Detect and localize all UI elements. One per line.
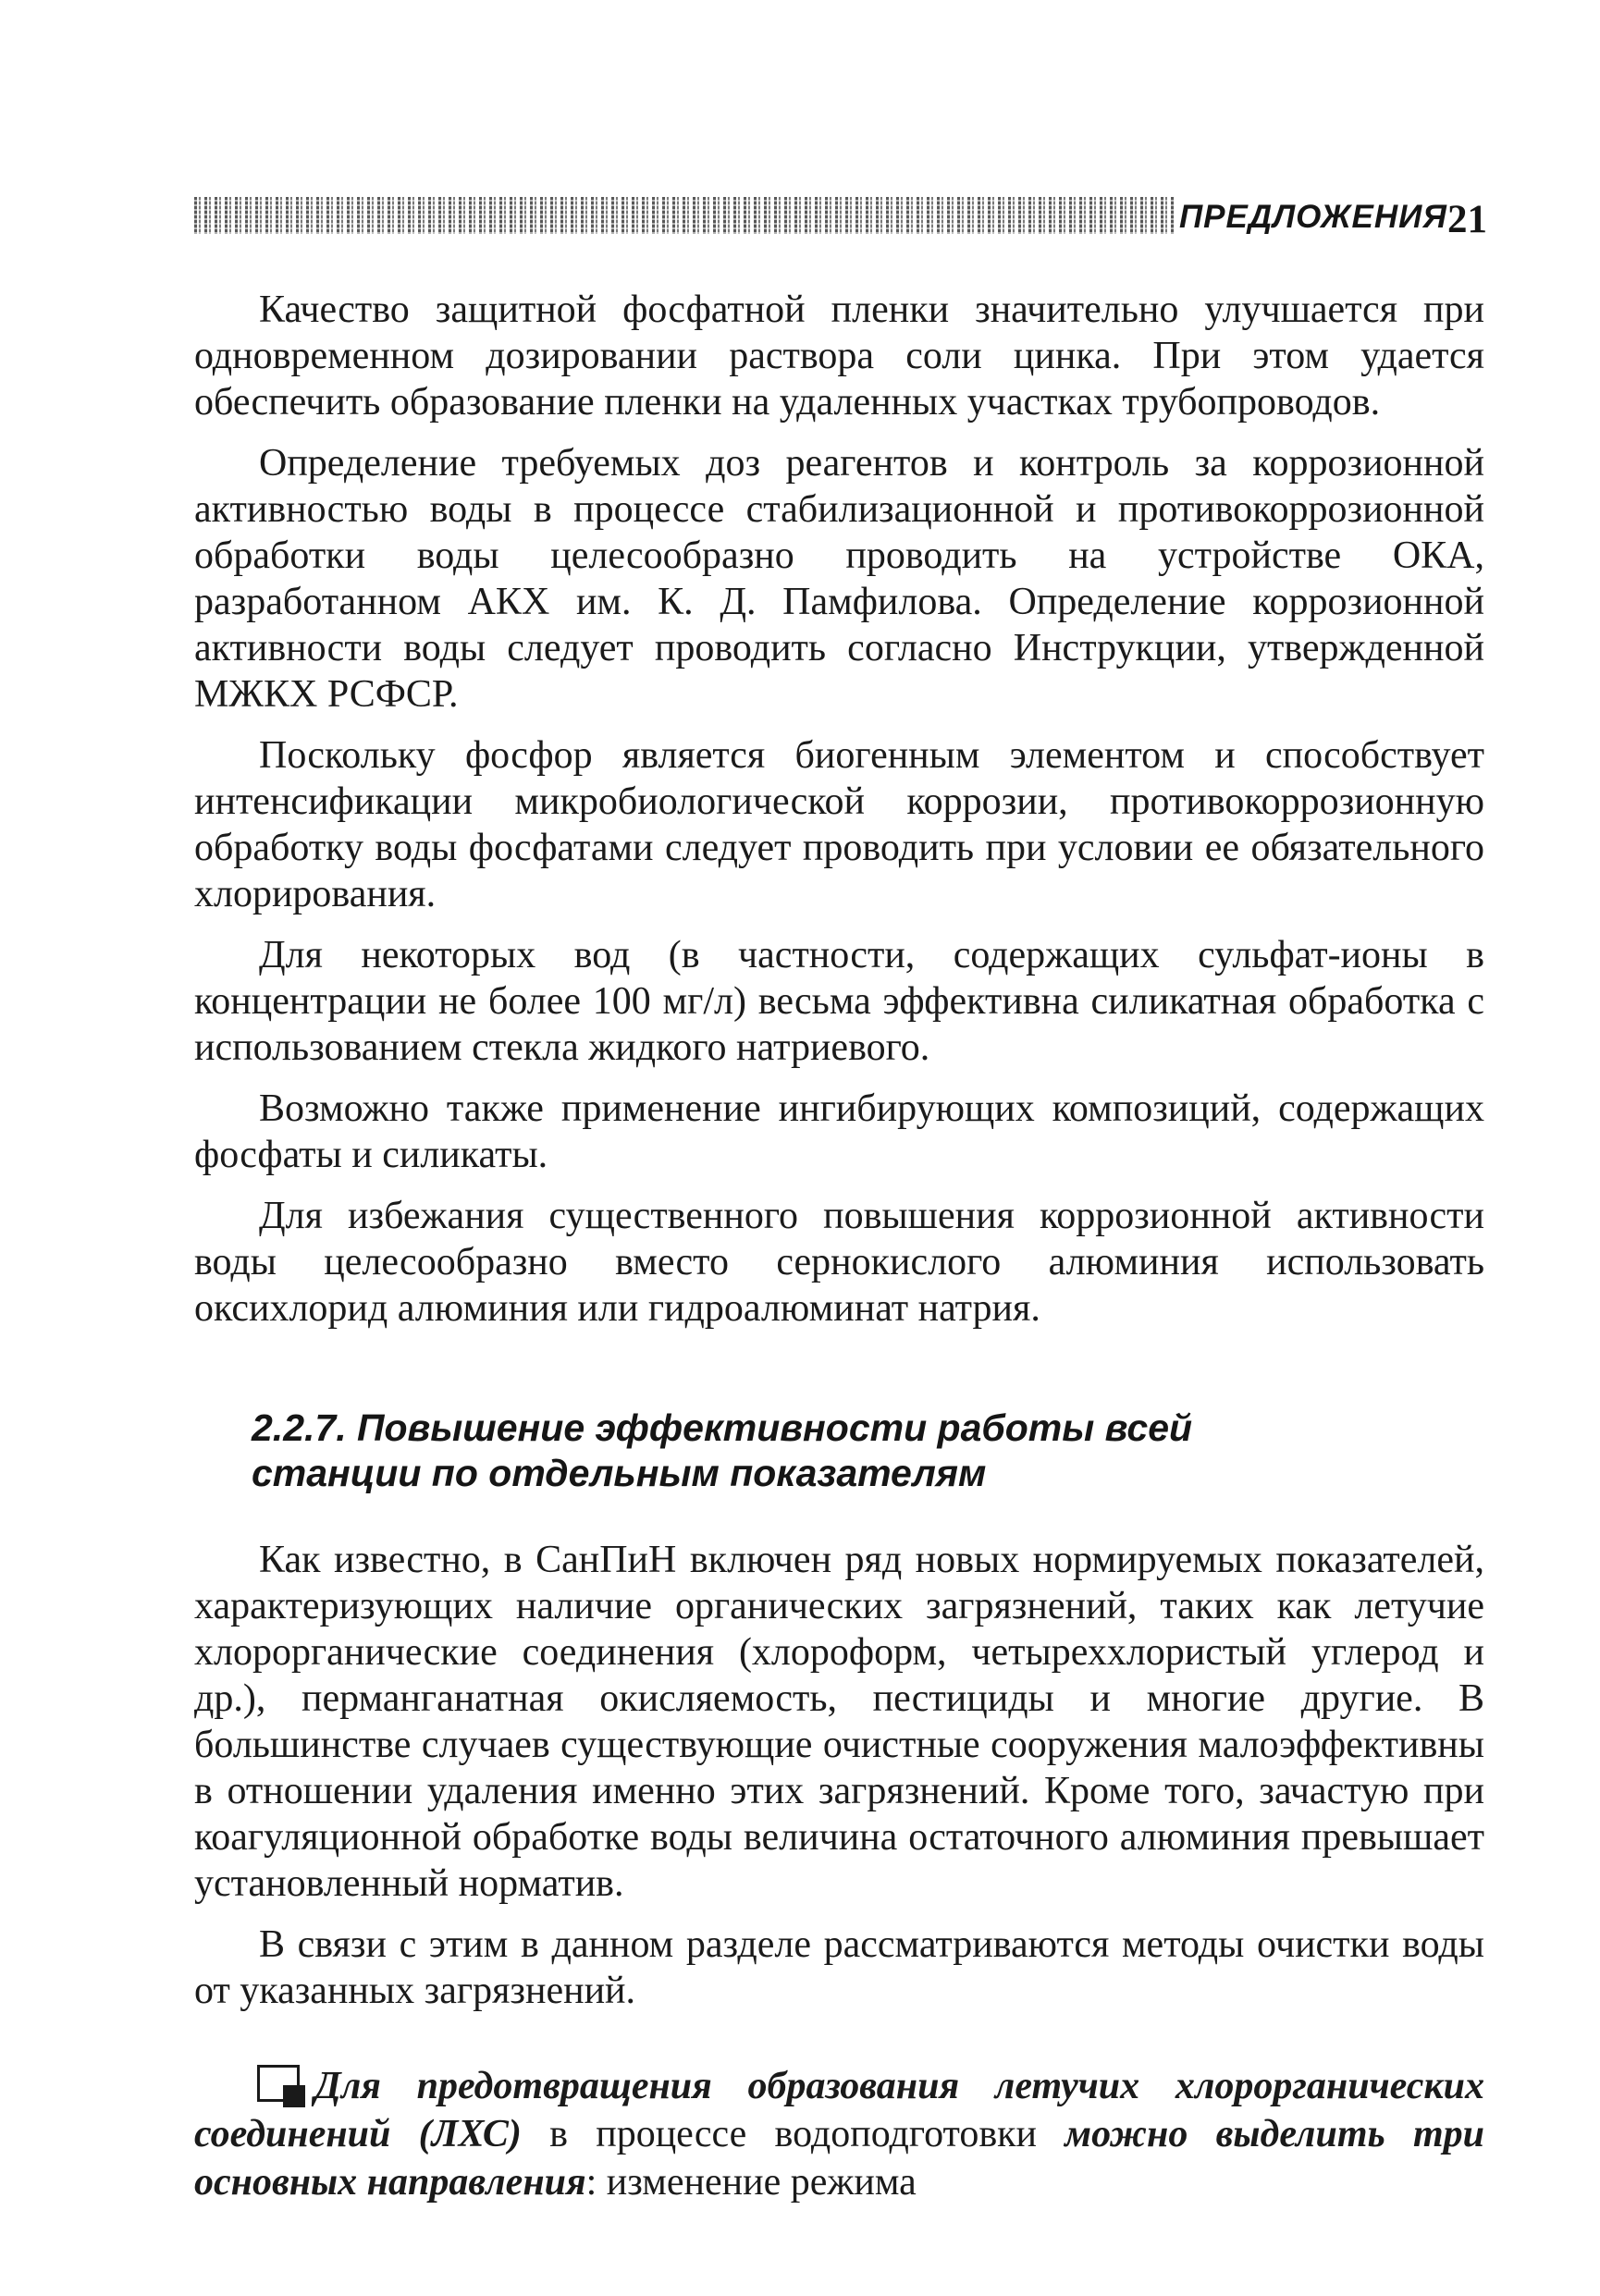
header-section-title: ПРЕДЛОЖЕНИЯ	[1179, 199, 1447, 235]
main-text	[194, 287, 1484, 2206]
paragraph-inhibitors: Возможно также применение ингибирующих композиций, содержащих фосфаты и силикаты.	[194, 1087, 1484, 1176]
paragraph-silicate: Для некоторых вод (в частности, содержащих сульфат-ионы в концентрации не более 100 мг/л) весьма эффективна силикатная обработка с использованием стекла жидкого натриевого.	[194, 934, 1484, 1069]
emphasis-directions: можно выделить три основных направления	[194, 2113, 1484, 2204]
statement-text-1: в процессе водоподготовки	[521, 2113, 1065, 2155]
statement-text-2: : изменение режима	[585, 2161, 917, 2204]
paragraph-zinc: Качество защитной фосфатной пленки значительно улучшается при одновременном дозировании раствора соли цинка. При этом удается обеспечить образование пленки на удаленных участках трубопроводов.	[194, 289, 1484, 424]
box-marker-icon	[257, 2065, 300, 2102]
highlighted-statement	[194, 2062, 1484, 2206]
paragraph-aluminium: Для избежания существенного повышения коррозионной активности воды целесообразно вместо сернокислого алюминия использовать оксихлорид алюминия или гидроалюминат натрия.	[194, 1195, 1484, 1330]
decorative-header-band	[194, 197, 1175, 234]
paragraph-oka: Определение требуемых доз реагентов и контроль за коррозионной активностью воды в процессе стабилизационной и противокоррозионной обработки воды целесообразно проводить на устройстве ОКА, разработанном АКХ им. К. Д. Памфилова. Определение коррозионной активности воды следует проводить согласно Инструкции, утвержденной МЖКХ РСФСР.	[194, 442, 1484, 716]
section-heading-line-1: 2.2.7. Повышение эффективности работы всей	[252, 1406, 1193, 1449]
paragraph-methods: В связи с этим в данном разделе рассматриваются методы очистки воды от указанных загрязнений.	[194, 1923, 1484, 2012]
page-number: 21	[1447, 198, 1487, 241]
paragraph-sanpin: Как известно, в СанПиН включен ряд новых нормируемых показателей, характеризующих наличие органических загрязнений, таких как летучие хлорорганические соединения (хлороформ, четыреххлористый углерод и др.), перманганатная окисляемость, пестициды и многие другие. В большинстве случаев существующие очистные сооружения малоэффективны в отношении удаления именно этих загрязнений. Кроме того, зачастую при коагуляционной обработке воды величина остаточного алюминия превышает установленный норматив.	[194, 1539, 1484, 1905]
running-header	[194, 190, 1487, 254]
emphasis-lxs: Для предотвращения образования летучих хлорорганических соединений (ЛХС)	[194, 2065, 1484, 2155]
paragraph-phosphorus: Поскольку фосфор является биогенным элементом и способствует интенсификации микробиологической коррозии, противокоррозионную обработку воды фосфатами следует проводить при условии ее обязательного хлорирования.	[194, 734, 1484, 915]
section-heading-line-2: станции по отдельным показателям	[252, 1452, 987, 1494]
section-heading	[252, 1406, 1484, 1496]
